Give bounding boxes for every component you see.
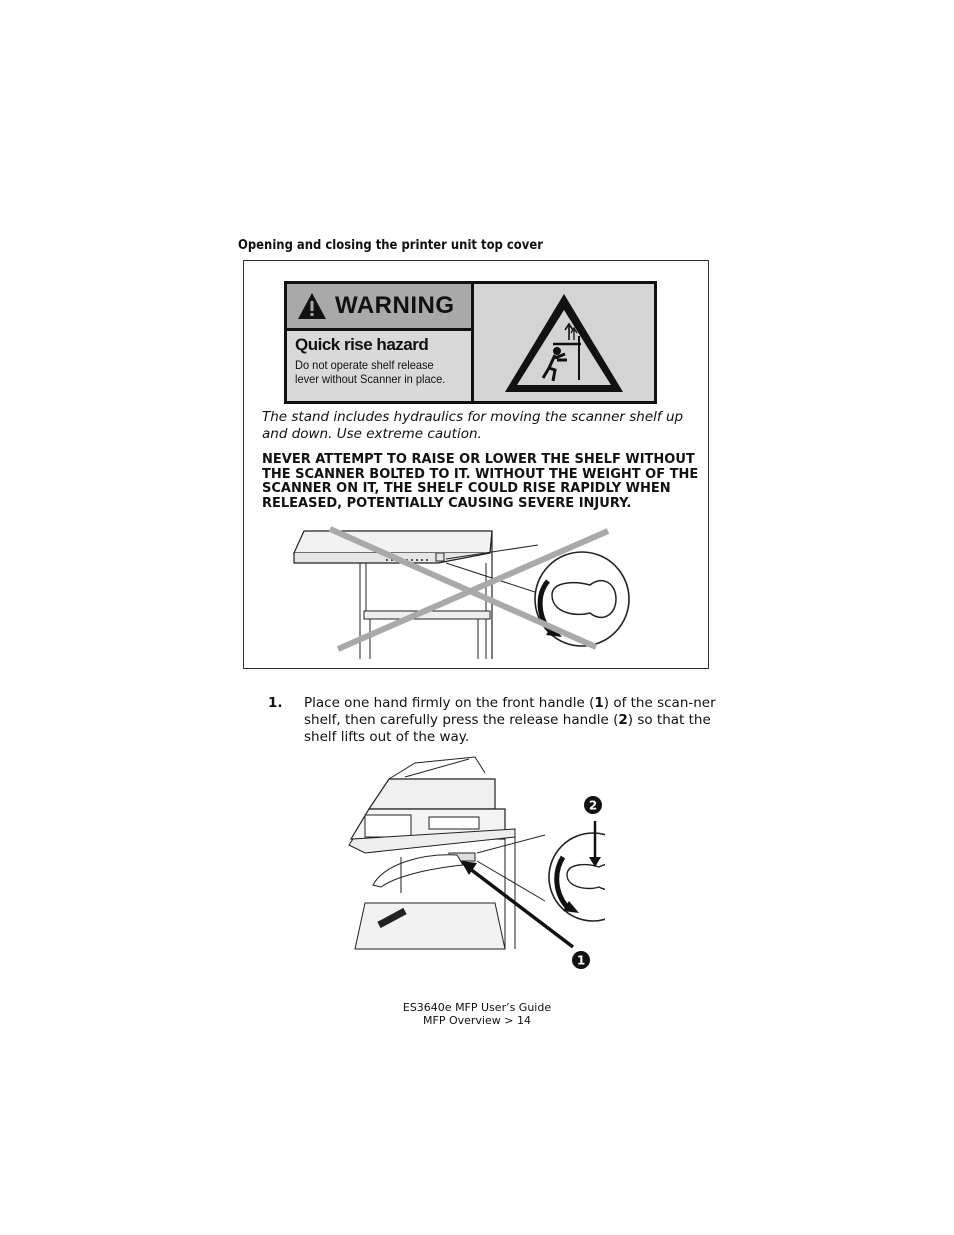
mfp-release-handle-illustration bbox=[345, 753, 605, 973]
svg-text:2: 2 bbox=[588, 798, 598, 813]
warning-header bbox=[287, 284, 471, 331]
callout-2-icon bbox=[584, 796, 602, 814]
warning-label bbox=[284, 281, 657, 404]
step-text: Place one hand firmly on the front handle (1) of the scan-ner shelf, then carefully press the release handle (2) so that the shelf lifts out of the way. bbox=[304, 695, 716, 745]
hazard-line-2: lever without Scanner in place. bbox=[295, 372, 446, 386]
handle-ref-2: 2 bbox=[618, 712, 628, 728]
footer-page-ref: MFP Overview > 14 bbox=[423, 1014, 531, 1027]
rise-hazard-pictogram-icon bbox=[499, 288, 629, 398]
hazard-title: Quick rise hazard bbox=[295, 335, 429, 354]
callout-1-icon bbox=[572, 951, 590, 969]
footer-guide-title: ES3640e MFP User’s Guide bbox=[402, 1001, 552, 1014]
step-number: 1. bbox=[268, 695, 283, 711]
handle-ref-1: 1 bbox=[594, 695, 604, 711]
never-warning-text: NEVER ATTEMPT TO RAISE OR LOWER THE SHELF WITHOUT THE SCANNER BOLTED TO IT. WITHOUT THE WEIGHT OF THE SCANNER ON IT, THE SHELF COULD RISE RAPIDLY WHEN RELEASED, POTENTIALLY CAUSING SEVERE INJURY. bbox=[262, 452, 699, 511]
svg-text:1: 1 bbox=[576, 953, 586, 968]
section-heading: Opening and closing the printer unit top cover bbox=[238, 237, 543, 253]
exclamation-triangle-icon bbox=[297, 292, 327, 320]
hazard-line-1: Do not operate shelf release bbox=[295, 358, 434, 372]
warning-box bbox=[243, 260, 709, 669]
caution-text: The stand includes hydraulics for moving the scanner shelf up and down. Use extreme caution. bbox=[262, 409, 684, 442]
shelf-crossed-out-illustration bbox=[290, 523, 640, 659]
warning-title: WARNING bbox=[335, 292, 455, 319]
